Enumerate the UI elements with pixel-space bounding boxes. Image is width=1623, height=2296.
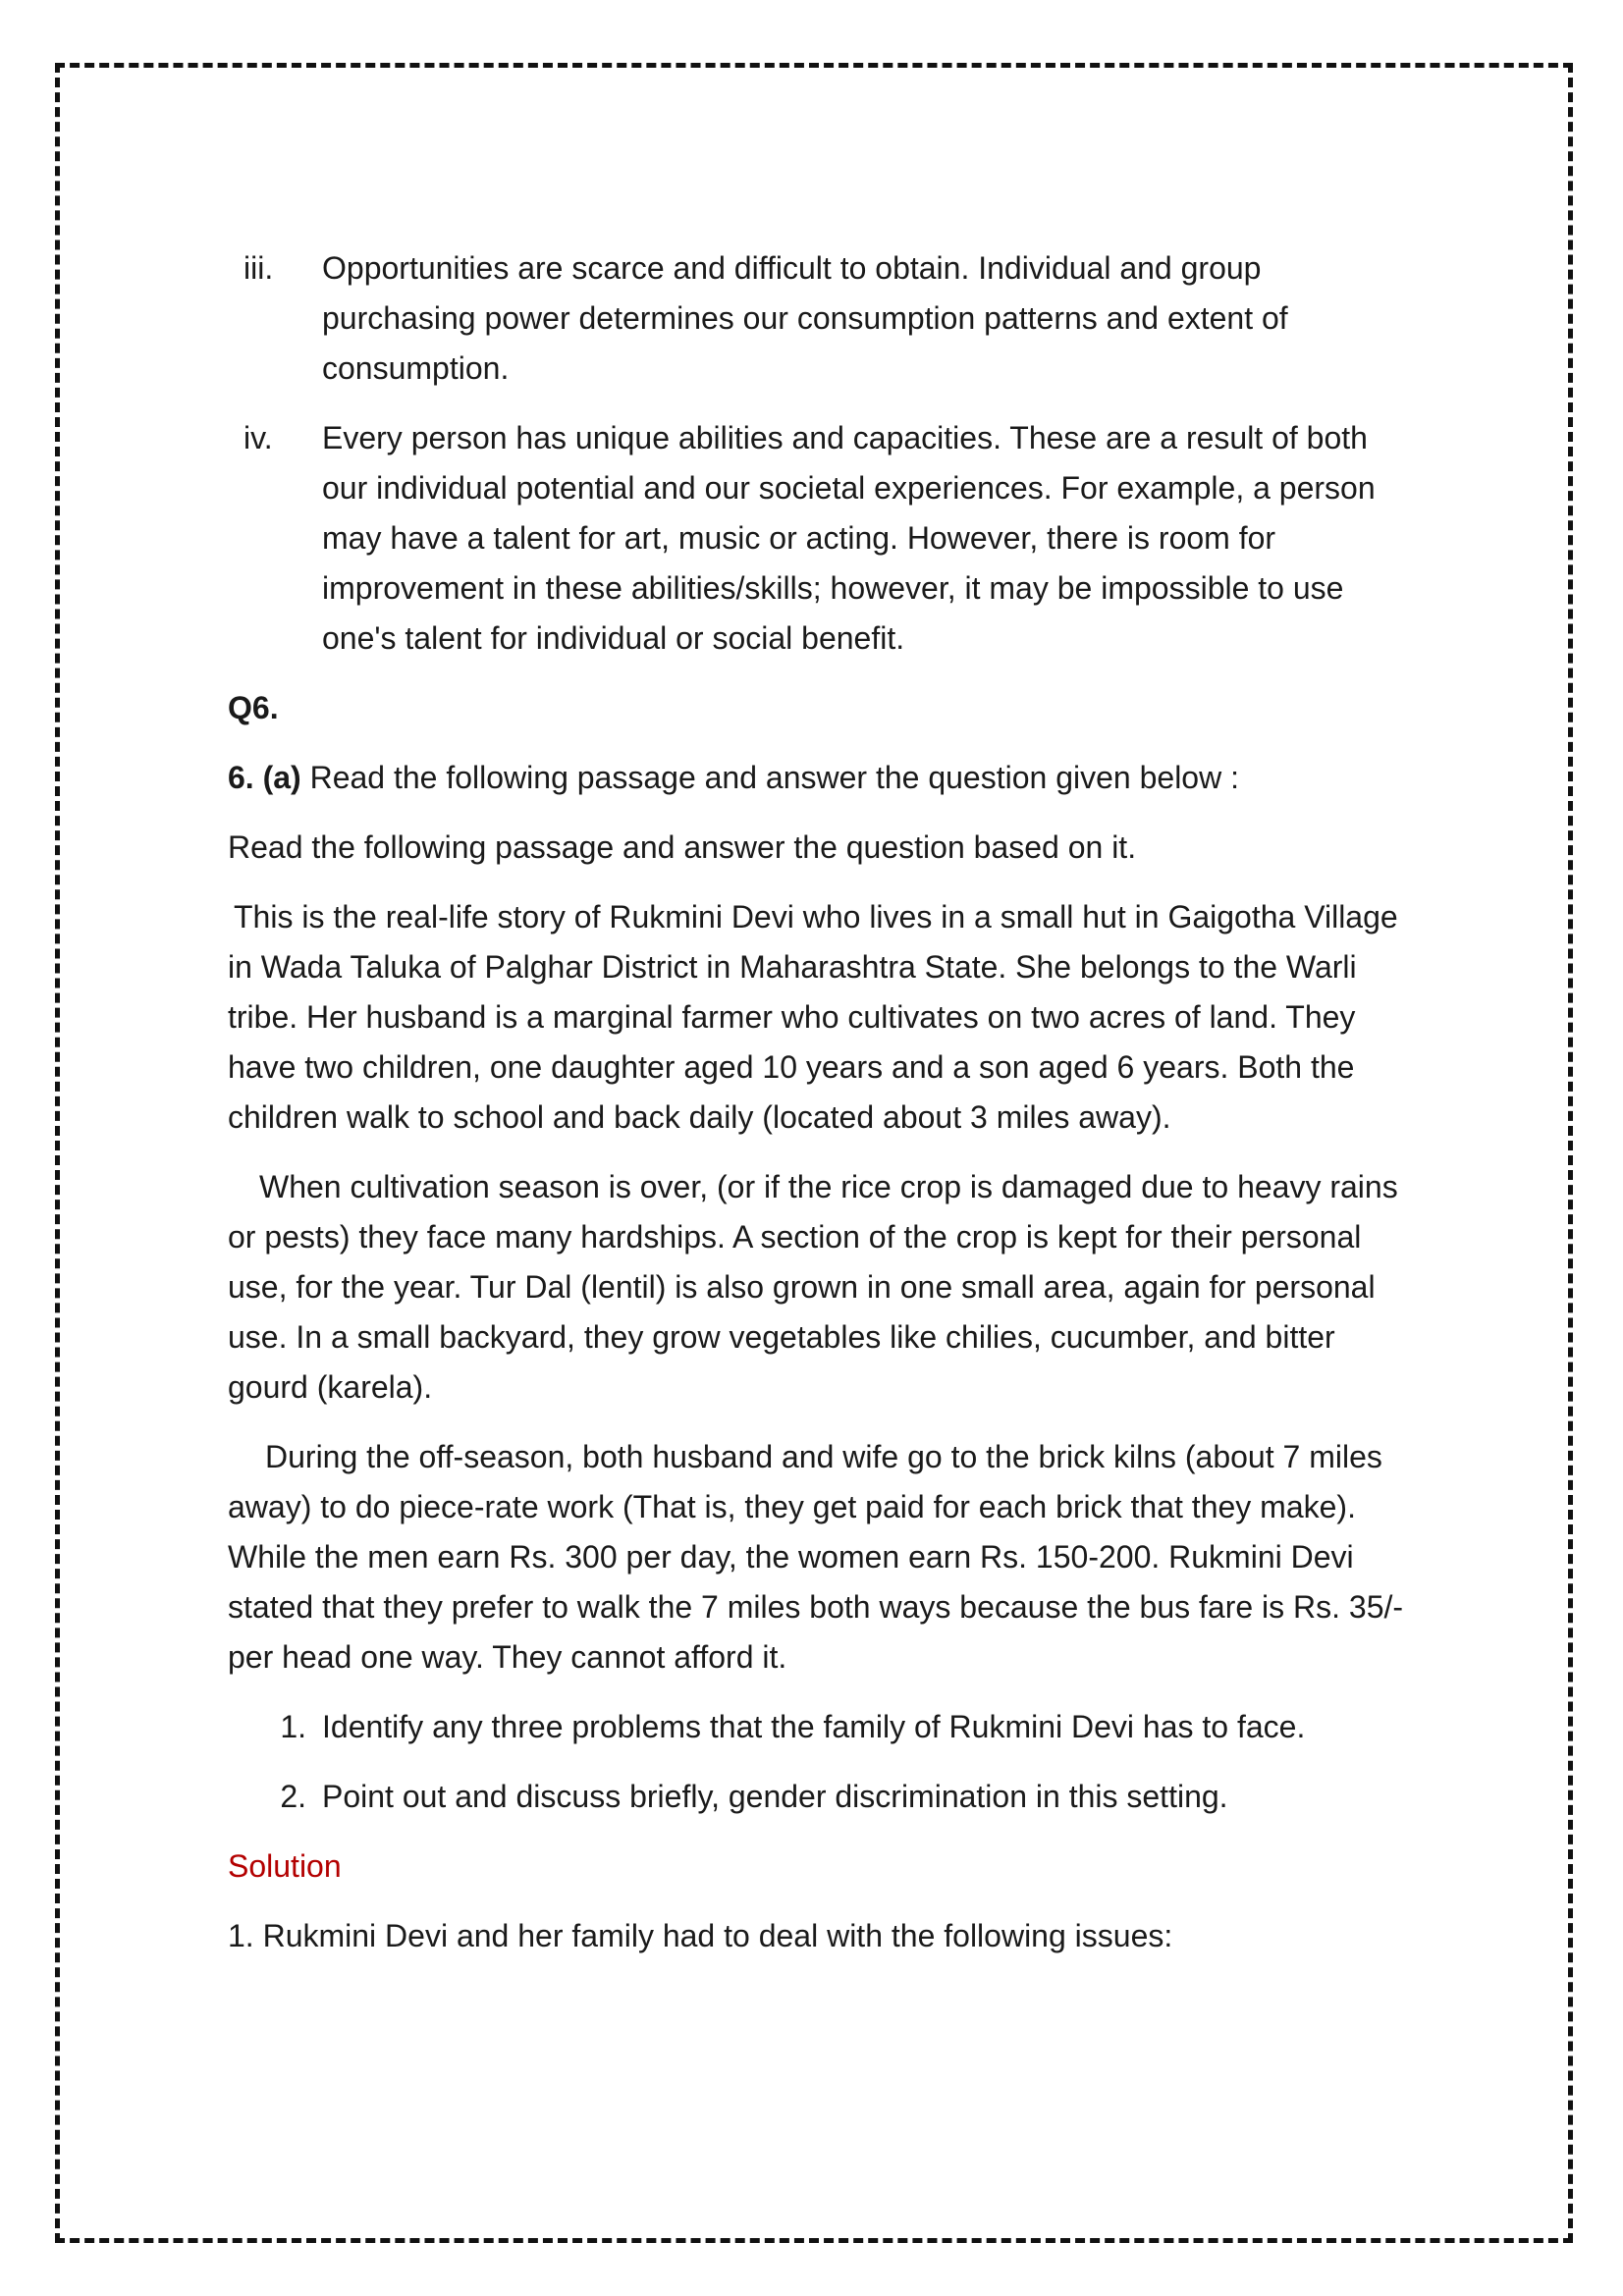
question-label: Q6. bbox=[228, 690, 279, 725]
list-item bbox=[228, 413, 1406, 664]
passage-paragraph: When cultivation season is over, (or if the rice crop is damaged due to heavy rains or pests) they face many hardships. A section of the crop is kept for their personal use, for the year. Tur Dal (lentil) is also grown in one small area, again for personal use. In a small backyard, they grow vegetables like chilies, cucumber, and bitter gourd (karela). bbox=[228, 1169, 1398, 1405]
list-item-text: Every person has unique abilities and capacities. These are a result of both our individual potential and our societal experiences. For example, a person may have a talent for art, music or acting. However, there is room for improvement in these abilities/skills; however, it may be impossible to use one's talent for individual or social benefit. bbox=[322, 420, 1376, 656]
question-part bbox=[228, 753, 1406, 803]
sub-question-marker: 2. bbox=[280, 1779, 306, 1814]
solution-point-label: 1. bbox=[228, 1918, 254, 1953]
list-marker: iii. bbox=[243, 250, 274, 286]
passage-paragraph: During the off-season, both husband and wife go to the brick kilns (about 7 miles away) to do piece-rate work (That is, they get paid for each brick that they make). While the men earn Rs. 300 per day, the women earn Rs. 150-200. Rukmini Devi stated that they prefer to walk the 7 miles both ways because the bus fare is Rs. 35/- per head one way. They cannot afford it. bbox=[228, 1439, 1404, 1675]
list-marker: iv. bbox=[243, 420, 273, 455]
sub-question bbox=[228, 1772, 1406, 1822]
solution-point bbox=[228, 1911, 1406, 1961]
sub-question-text: Point out and discuss briefly, gender discrimination in this setting. bbox=[322, 1779, 1228, 1814]
sub-question-text: Identify any three problems that the family of Rukmini Devi has to face. bbox=[322, 1709, 1306, 1744]
list-item bbox=[228, 243, 1406, 394]
solution-point-text: Rukmini Devi and her family had to deal with the following issues: bbox=[253, 1918, 1173, 1953]
question-part-label: 6. (a) bbox=[228, 760, 301, 795]
solution-heading: Solution bbox=[228, 1848, 342, 1884]
document-content bbox=[228, 243, 1406, 1981]
list-item-text: Opportunities are scarce and difficult to obtain. Individual and group purchasing power determines our consumption patterns and extent of consumption. bbox=[322, 250, 1288, 386]
sub-question-marker: 1. bbox=[280, 1709, 306, 1744]
question-part-text: Read the following passage and answer the question given below : bbox=[300, 760, 1239, 795]
passage-paragraph: This is the real-life story of Rukmini Devi who lives in a small hut in Gaigotha Village in Wada Taluka of Palghar District in Maharashtra State. She belongs to the Warli tribe. Her husband is a marginal farmer who cultivates on two acres of land. They have two children, one daughter aged 10 years and a son aged 6 years. Both the children walk to school and back daily (located about 3 miles away). bbox=[228, 899, 1398, 1135]
sub-question bbox=[228, 1702, 1406, 1752]
question-instruction: Read the following passage and answer the question based on it. bbox=[228, 829, 1137, 865]
